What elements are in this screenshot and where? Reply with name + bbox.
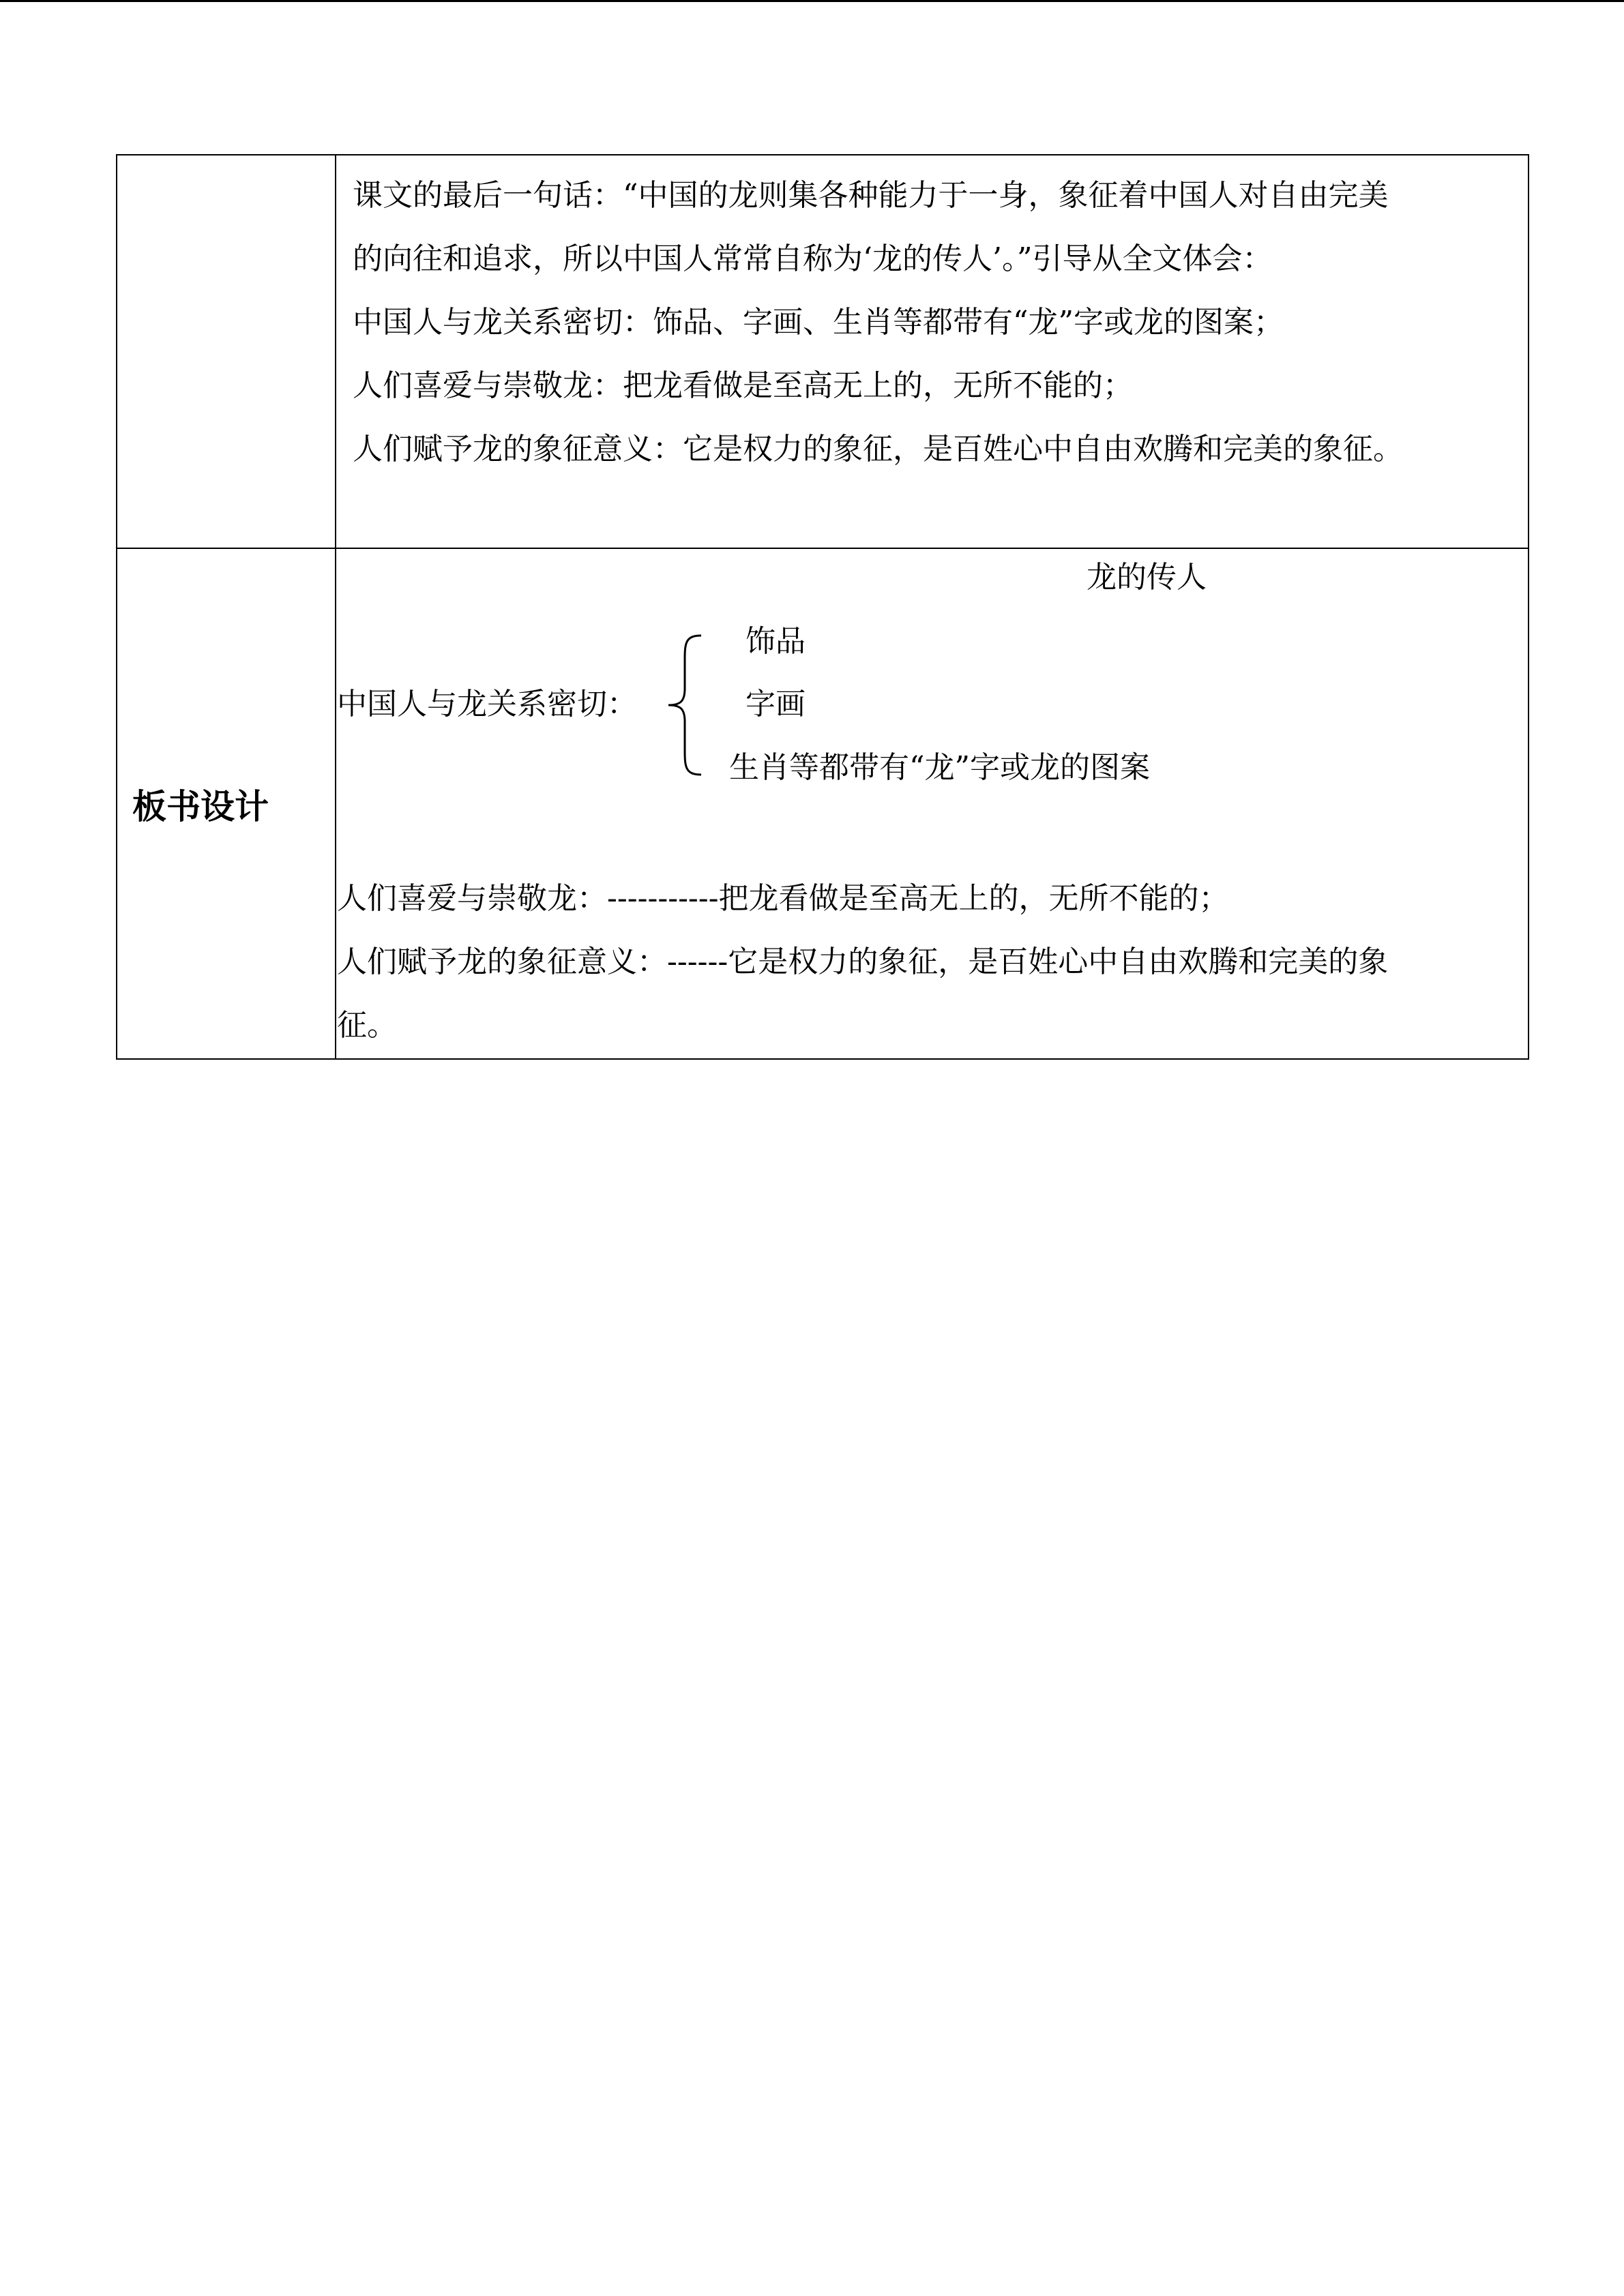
board-design-label: 板书设计 [117, 548, 336, 1059]
text-line: 人们喜爱与崇敬龙：把龙看做是至高无上的，无所不能的； [353, 368, 1133, 403]
teaching-text-label-cell [117, 155, 336, 548]
board-title: 龙的传人 [1087, 560, 1207, 595]
teaching-text-row [117, 155, 1529, 548]
relation-item: 生肖等都带有“龙”字或龙的图案 [729, 750, 1150, 785]
relation-prefix: 中国人与龙关系密切： [337, 687, 637, 721]
text-line: 课文的最后一句话：“中国的龙则集各种能力于一身，象征着中国人对自由完美 [353, 178, 1389, 213]
board-design-row [117, 548, 1529, 1059]
lesson-plan-table [116, 154, 1529, 1060]
relation-item: 饰品 [745, 624, 806, 659]
love-line: 人们喜爱与崇敬龙：-----------把龙看做是至高无上的，无所不能的； [337, 881, 1229, 916]
board-design-cell [336, 548, 1529, 1059]
teaching-text-cell [336, 155, 1529, 548]
curly-brace-icon [666, 631, 707, 779]
text-line: 人们赋予龙的象征意义：它是权力的象征，是百姓心中自由欢腾和完美的象征。 [353, 432, 1403, 466]
symbol-line-continued: 征。 [337, 1008, 397, 1043]
page-top-rule [0, 0, 1624, 2]
symbol-line: 人们赋予龙的象征意义：------它是权力的象征，是百姓心中自由欢腾和完美的象 [337, 944, 1389, 979]
text-line: 中国人与龙关系密切：饰品、字画、生肖等都带有“龙”字或龙的图案； [353, 305, 1284, 340]
text-line: 的向往和追求，所以中国人常常自称为‘龙的传人’。”引导从全文体会： [353, 241, 1273, 276]
relation-item: 字画 [745, 687, 806, 721]
